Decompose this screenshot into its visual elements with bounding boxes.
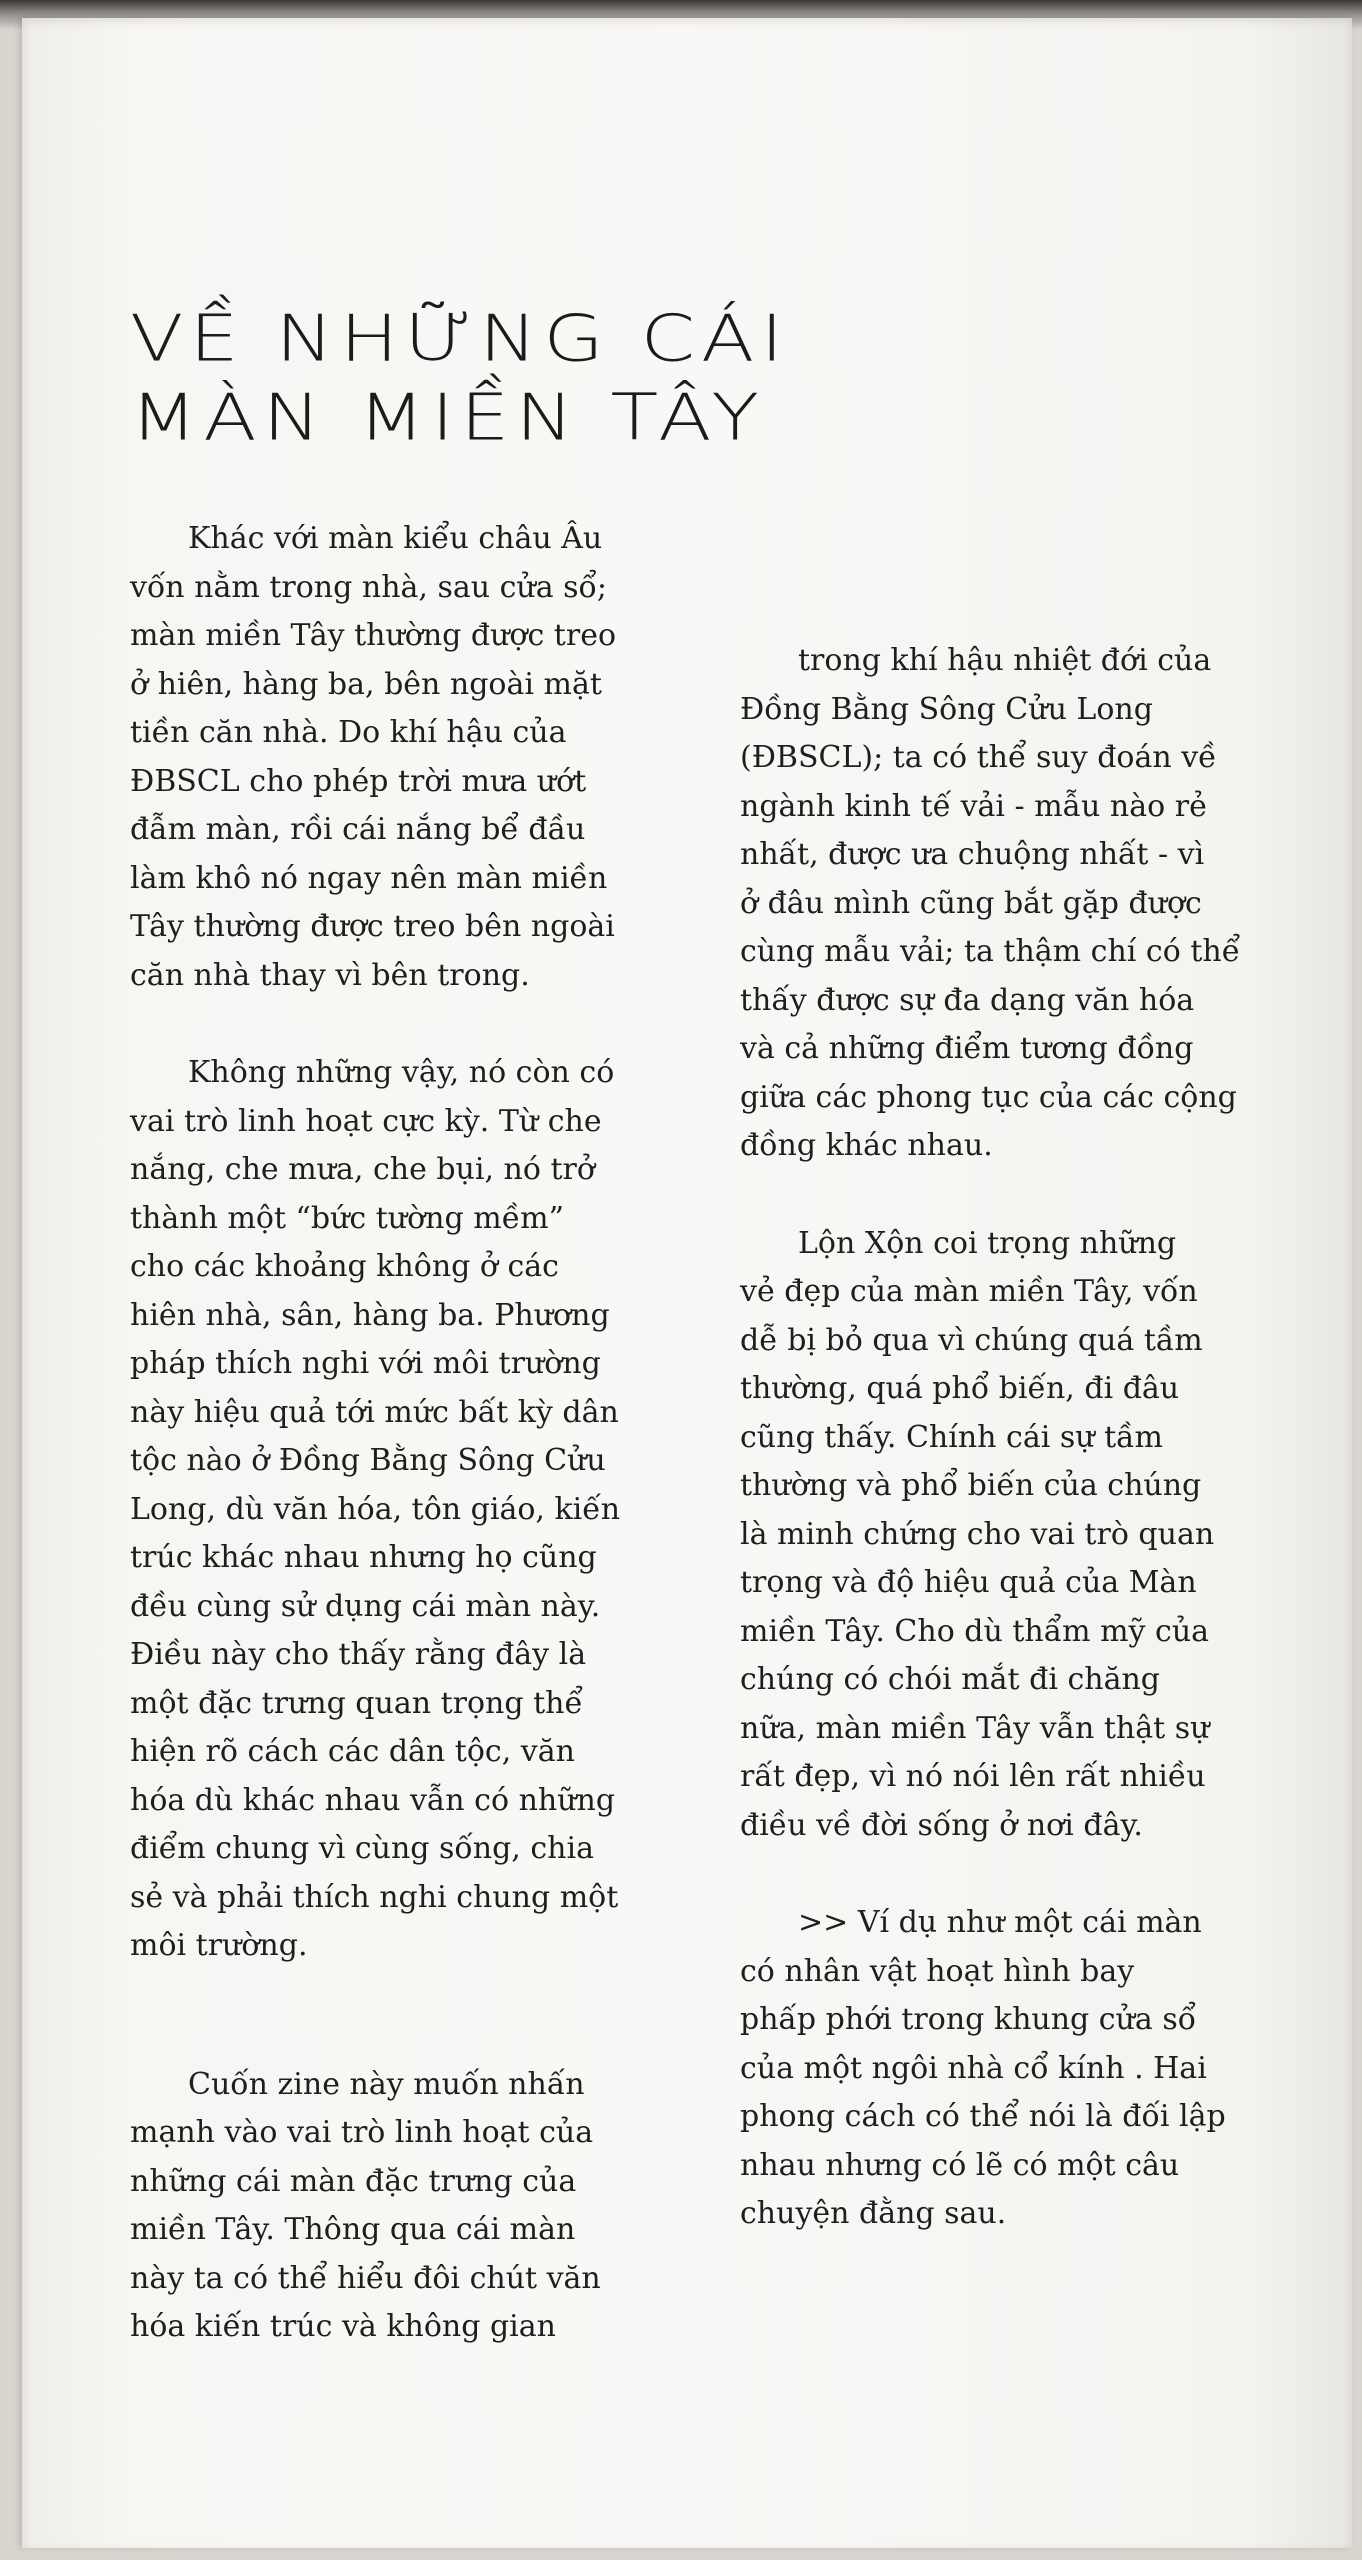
text-line: (ĐBSCL); ta có thể suy đoán về [740,740,1217,775]
left-column [130,515,670,2352]
right-paragraph-3 [740,1899,1288,2239]
text-line: vai trò linh hoạt cực kỳ. Từ che [130,1103,602,1139]
text-line: vốn nằm trong nhà, sau cửa sổ; [130,569,608,605]
page-title [130,300,789,457]
text-line: cùng mẫu vải; ta thậm chí có thể [740,934,1241,969]
text-line: nắng, che mưa, che bụi, nó trở [130,1152,595,1187]
text-line: Khác với màn kiểu châu Âu [188,521,603,556]
text-line: và cả những điểm tương đồng [740,1031,1194,1066]
left-paragraph-2 [130,1049,670,1971]
text-line: trọng và độ hiệu quả của Màn [740,1565,1197,1600]
text-line: thường và phổ biến của chúng [740,1468,1202,1503]
text-line: những cái màn đặc trưng của [130,2163,577,2199]
text-line: Điều này cho thấy rằng đây là [130,1637,587,1672]
text-line: nhất, được ưa chuộng nhất - vì [740,837,1205,872]
right-paragraph-1 [740,637,1288,1171]
right-column [740,637,1288,2239]
text-line: đều cùng sử dụng cái màn này. [130,1588,601,1624]
right-paragraph-2 [740,1220,1288,1851]
text-line: Đồng Bằng Sông Cửu Long [740,691,1153,727]
text-line: căn nhà thay vì bên trong. [130,957,530,993]
text-line: vẻ đẹp của màn miền Tây, vốn [740,1274,1198,1309]
text-line: ngành kinh tế vải - mẫu nào rẻ [740,788,1207,824]
text-line: cho các khoảng không ở các [130,1249,559,1284]
text-line: Tây thường được treo bên ngoài [130,909,615,944]
text-line: dễ bị bỏ qua vì chúng quá tầm [740,1322,1203,1358]
text-line: thấy được sự đa dạng văn hóa [740,982,1195,1018]
title-line-2: MÀN MIỀN TÂY [130,381,766,455]
title-line-1: VỀ NHỮNG CÁI [130,302,790,377]
text-line: hiên nhà, sân, hàng ba. Phương [130,1297,610,1333]
text-line: này ta có thể hiểu đôi chút văn [130,2260,601,2296]
text-line: tộc nào ở Đồng Bằng Sông Cửu [130,1443,606,1478]
text-line: Long, dù văn hóa, tôn giáo, kiến [130,1491,621,1527]
paragraph-gap [740,1171,1288,1220]
text-line: >> Ví dụ như một cái màn [798,1905,1202,1940]
text-line: pháp thích nghi với môi trường [130,1346,601,1381]
text-line: có nhân vật hoạt hình bay [740,1953,1135,1989]
text-line: trúc khác nhau nhưng họ cũng [130,1540,597,1575]
text-line: giữa các phong tục của các cộng [740,1079,1237,1115]
paragraph-gap [130,1000,670,1049]
text-line: này hiệu quả tới mức bất kỳ dân [130,1394,619,1430]
text-line: cũng thấy. Chính cái sự tầm [740,1419,1163,1455]
text-line: phấp phới trong khung cửa sổ [740,2002,1197,2037]
text-line: hóa kiến trúc và không gian [130,2309,556,2344]
text-line: đồng khác nhau. [740,1128,993,1163]
text-line: ở đâu mình cũng bắt gặp được [740,885,1202,921]
text-line: điều về đời sống ở nơi đây. [740,1807,1143,1843]
left-paragraph-3 [130,2061,670,2352]
text-line: một đặc trưng quan trọng thể [130,1685,583,1721]
text-line: trong khí hậu nhiệt đới của [798,643,1212,678]
text-line: thành một “bức tường mềm” [130,1200,564,1236]
text-line: điểm chung vì cùng sống, chia [130,1831,594,1866]
text-line: ở hiên, hàng ba, bên ngoài mặt [130,666,602,702]
text-line: chuyện đằng sau. [740,2196,1007,2231]
text-line: chúng có chói mắt đi chăng [740,1662,1161,1697]
text-line: phong cách có thể nói là đối lập [740,2099,1226,2134]
left-paragraph-1 [130,515,670,1000]
text-line: Không những vậy, nó còn có [188,1055,615,1090]
text-line: tiền căn nhà. Do khí hậu của [130,715,567,750]
text-line: ĐBSCL cho phép trời mưa ướt [130,763,587,799]
text-line: nhau nhưng có lẽ có một câu [740,2147,1180,2183]
text-line: môi trường. [130,1928,308,1963]
text-line: hiện rõ cách các dân tộc, văn [130,1734,575,1769]
text-line: thường, quá phổ biến, đi đâu [740,1371,1180,1406]
text-line: nữa, màn miền Tây vẫn thật sự [740,1710,1210,1746]
text-line: của một ngôi nhà cổ kính . Hai [740,2050,1207,2086]
text-line: màn miền Tây thường được treo [130,618,617,653]
text-line: miền Tây. Thông qua cái màn [130,2212,576,2247]
text-line: rất đẹp, vì nó nói lên rất nhiều [740,1759,1206,1794]
text-line: là minh chứng cho vai trò quan [740,1516,1215,1552]
text-line: Lộn Xộn coi trọng những [798,1225,1177,1261]
text-line: làm khô nó ngay nên màn miền [130,860,608,896]
text-line: miền Tây. Cho dù thẩm mỹ của [740,1613,1210,1649]
paragraph-gap [130,1971,670,2061]
paragraph-gap [740,1850,1288,1899]
text-line: đẫm màn, rồi cái nắng bể đầu [130,812,586,847]
text-line: mạnh vào vai trò linh hoạt của [130,2115,594,2150]
text-line: Cuốn zine này muốn nhấn [188,2066,585,2102]
text-line: sẻ và phải thích nghi chung một [130,1879,619,1915]
text-line: hóa dù khác nhau vẫn có những [130,1782,616,1818]
